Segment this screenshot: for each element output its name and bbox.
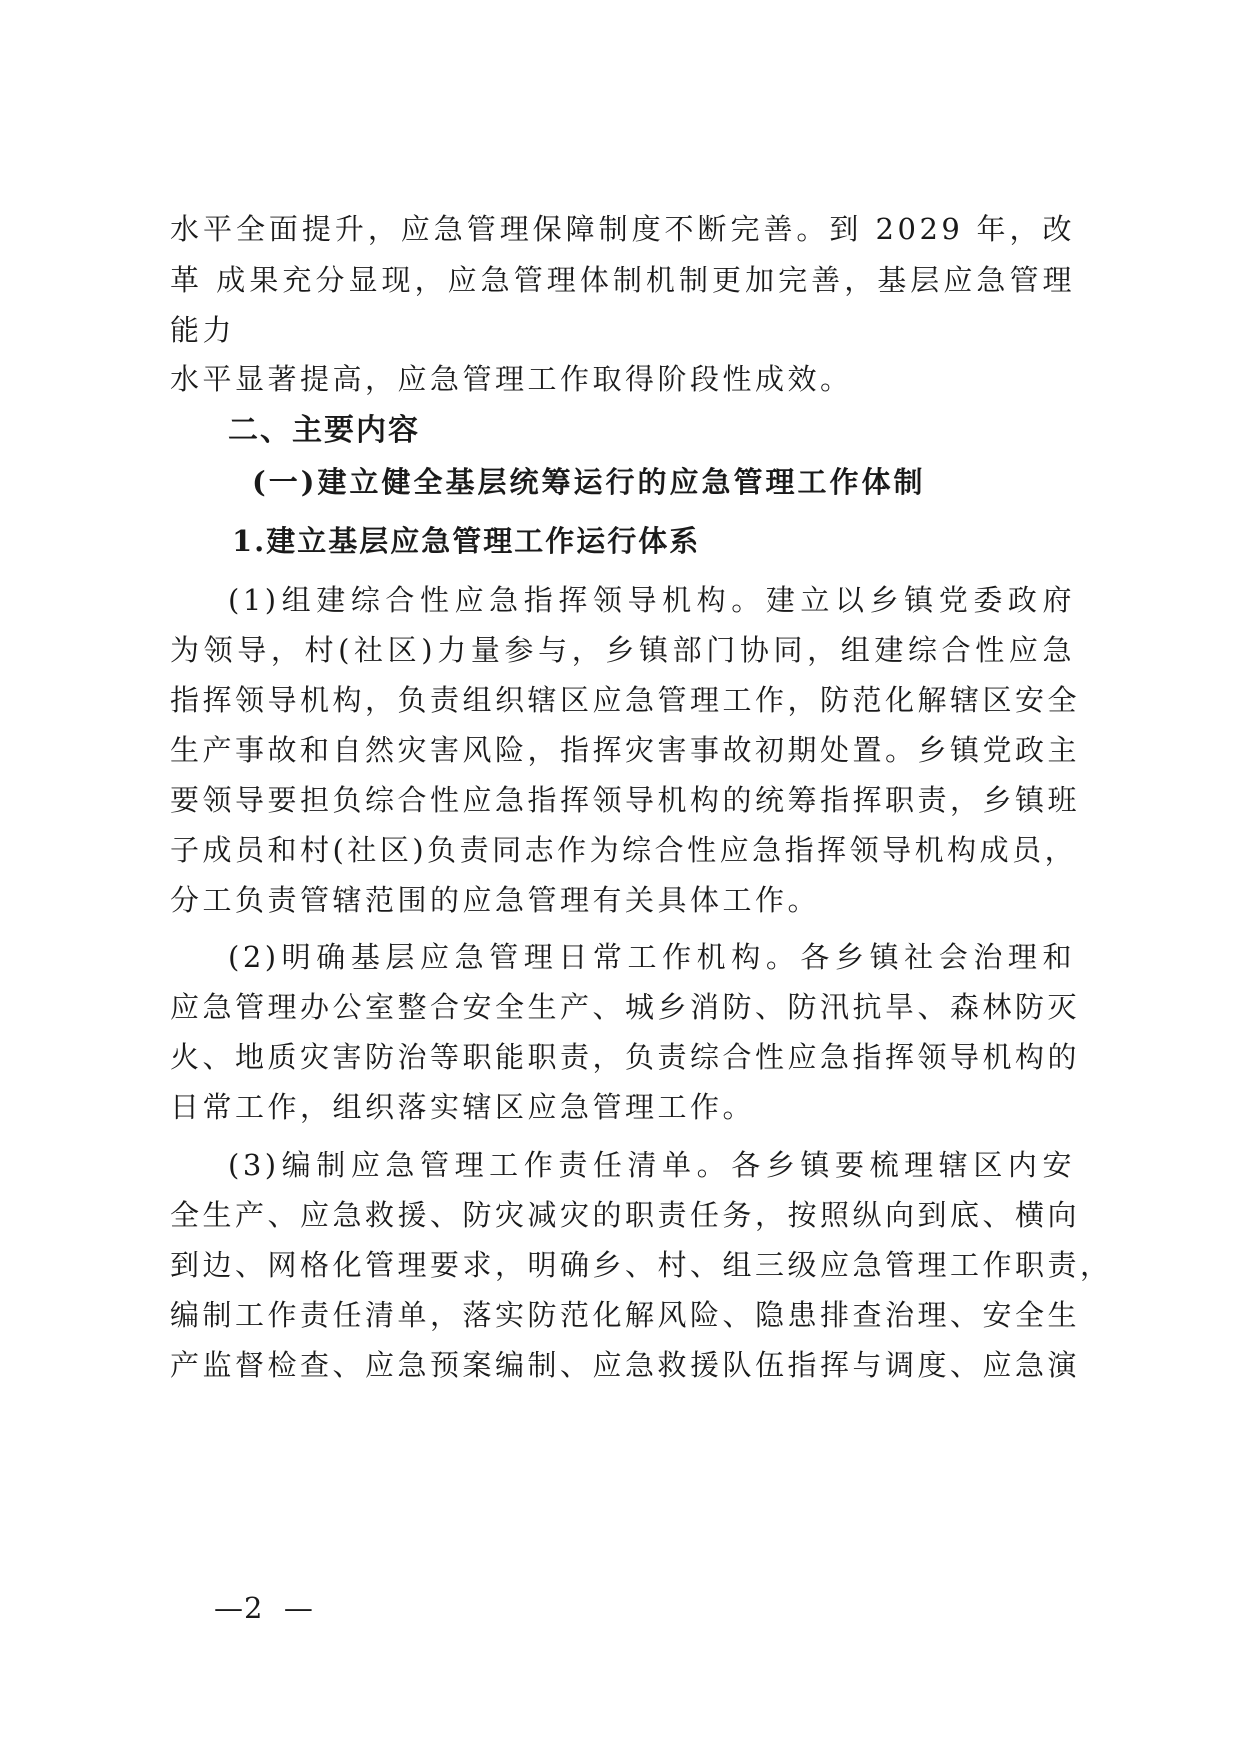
paragraph-line: 水平显著提高，应急管理工作取得阶段性成效。: [170, 362, 853, 396]
paragraph-line: 要领导要担负综合性应急指挥领导机构的统筹指挥职责，乡镇班: [170, 783, 1081, 817]
paragraph-line: 能力: [170, 313, 236, 347]
paragraph-line: (3)编制应急管理工作责任清单。各乡镇要梳理辖区内安: [228, 1148, 1075, 1182]
paragraph-line: 全生产、应急救援、防灾减灾的职责任务，按照纵向到底、横向: [170, 1198, 1081, 1232]
paragraph-line: 生产事故和自然灾害风险，指挥灾害事故初期处置。乡镇党政主: [170, 733, 1081, 767]
paragraph-line: (2)明确基层应急管理日常工作机构。各乡镇社会治理和: [228, 940, 1075, 974]
paragraph-line: 日常工作，组织落实辖区应急管理工作。: [170, 1090, 756, 1124]
paragraph-line: 应急管理办公室整合安全生产、城乡消防、防汛抗旱、森林防灭: [170, 990, 1081, 1024]
paragraph-line: 火、地质灾害防治等职能职责，负责综合性应急指挥领导机构的: [170, 1040, 1081, 1074]
paragraph-line: 到边、网格化管理要求，明确乡、村、组三级应急管理工作职责，: [170, 1248, 1113, 1282]
section-heading: 二、主要内容: [228, 413, 420, 448]
paragraph-line: 水平全面提升，应急管理保障制度不断完善。到 2029 年，改: [170, 212, 1075, 246]
paragraph-line: 子成员和村(社区)负责同志作为综合性应急指挥领导机构成员，: [170, 833, 1078, 867]
subsection-heading: (一)建立健全基层统筹运行的应急管理工作体制: [252, 465, 926, 499]
paragraph-line: 革 成果充分显现，应急管理体制机制更加完善，基层应急管理: [170, 263, 1075, 297]
item-heading: 1.建立基层应急管理工作运行体系: [232, 524, 701, 558]
paragraph-line: 为领导，村(社区)力量参与，乡镇部门协同，组建综合性应急: [170, 633, 1075, 667]
page-number: —2 —: [214, 1591, 314, 1625]
paragraph-line: 产监督检查、应急预案编制、应急救援队伍指挥与调度、应急演: [170, 1348, 1081, 1382]
paragraph-line: 分工负责管辖范围的应急管理有关具体工作。: [170, 883, 821, 917]
paragraph-line: 编制工作责任清单，落实防范化解风险、隐患排查治理、安全生: [170, 1298, 1081, 1332]
paragraph-line: (1)组建综合性应急指挥领导机构。建立以乡镇党委政府: [228, 583, 1075, 617]
paragraph-line: 指挥领导机构，负责组织辖区应急管理工作，防范化解辖区安全: [170, 683, 1081, 717]
